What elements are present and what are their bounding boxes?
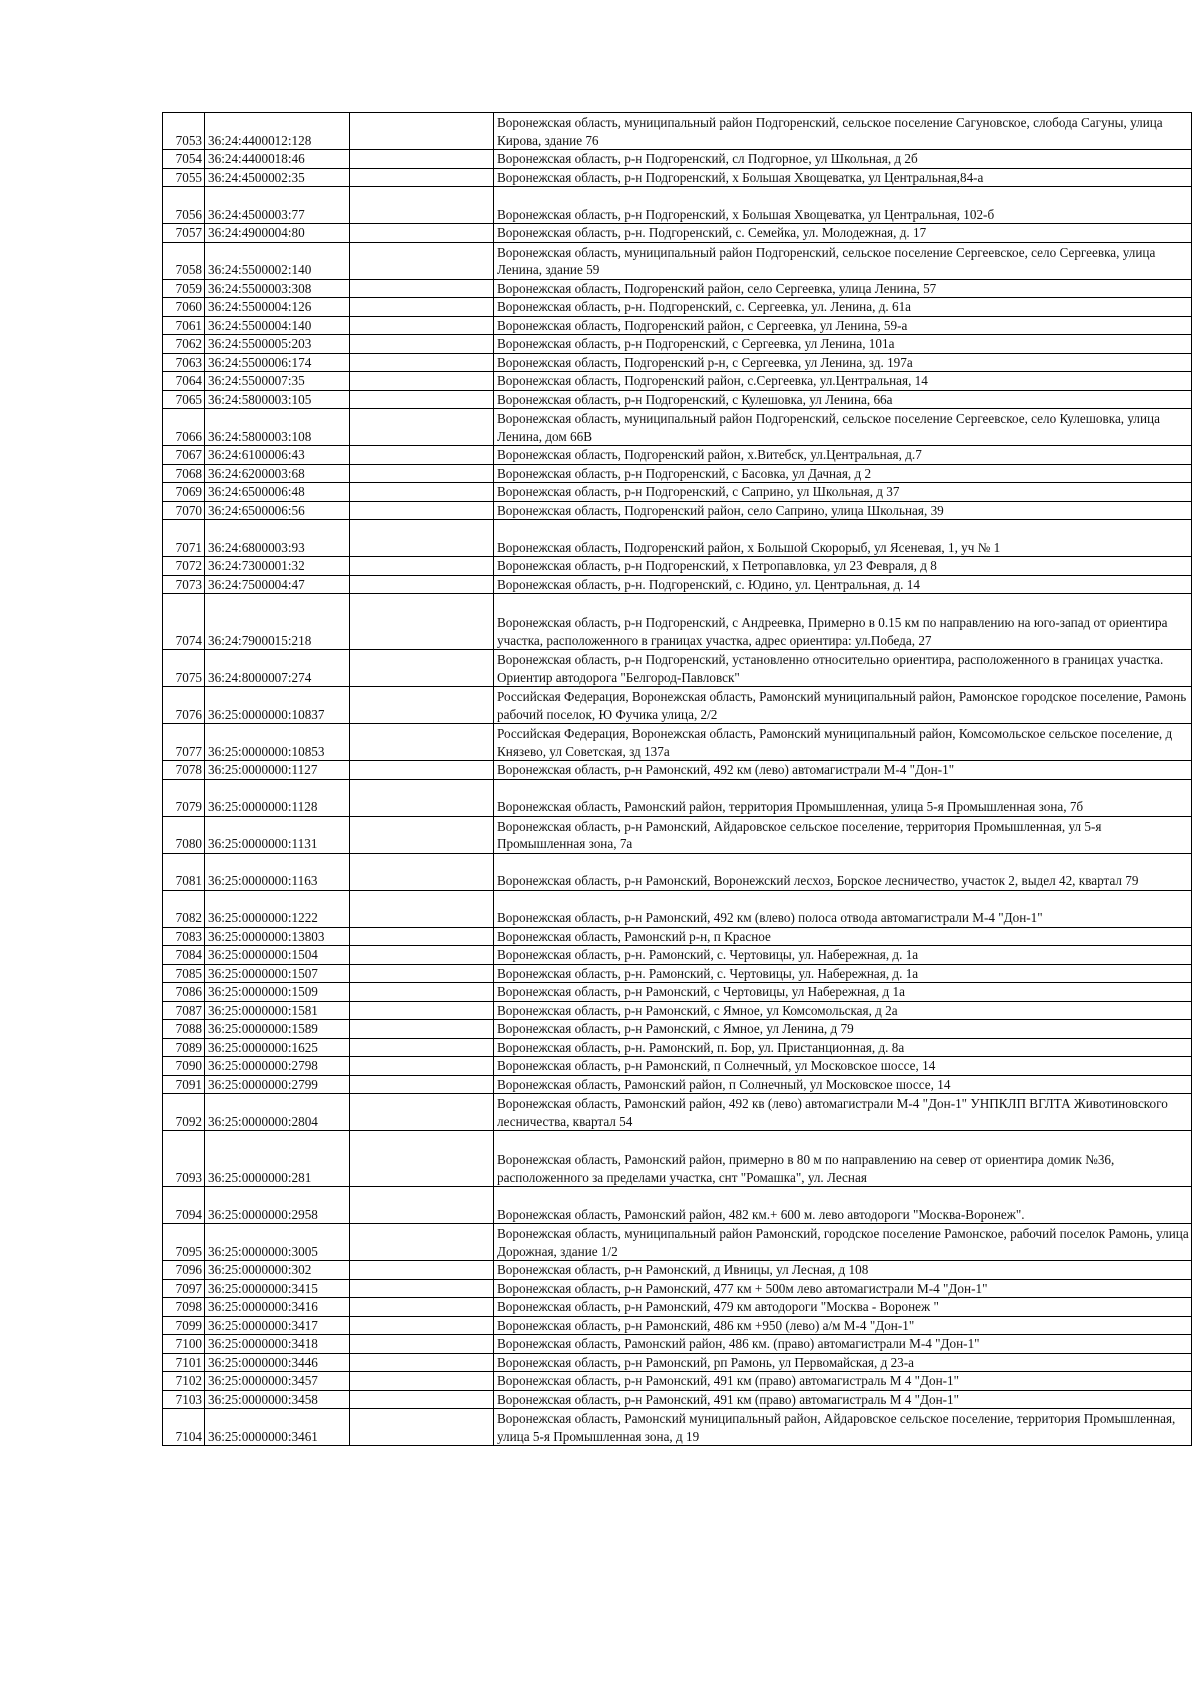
cadastral-number-cell: 36:24:7300001:32	[205, 557, 350, 576]
address-cell: Воронежская область, Рамонский район, 492 кв (лево) автомагистрали М-4 "Дон-1" УНПКЛП ВГЛТА Животиновского лесничества, квартал 54	[494, 1094, 1192, 1131]
table-row	[163, 1001, 1192, 1020]
empty-cell	[350, 409, 494, 446]
empty-cell	[350, 335, 494, 354]
cadastral-number-cell: 36:24:6100006:43	[205, 446, 350, 465]
cadastral-number-cell: 36:24:5800003:108	[205, 409, 350, 446]
empty-cell	[350, 242, 494, 279]
row-number-cell: 7066	[163, 409, 205, 446]
table-row	[163, 724, 1192, 761]
address-cell: Воронежская область, Рамонский район, территория Промышленная, улица 5-я Промышленная зона, 7б	[494, 779, 1192, 816]
cadastral-number-cell: 36:24:6500006:56	[205, 501, 350, 520]
cadastral-number-cell: 36:25:0000000:1589	[205, 1020, 350, 1039]
address-cell: Воронежская область, Рамонский район, п Солнечный, ул Московское шоссе, 14	[494, 1075, 1192, 1094]
empty-cell	[350, 298, 494, 317]
row-number-cell: 7072	[163, 557, 205, 576]
empty-cell	[350, 113, 494, 150]
table-row	[163, 1279, 1192, 1298]
cadastral-number-cell: 36:25:0000000:1163	[205, 853, 350, 890]
cadastral-number-cell: 36:25:0000000:3461	[205, 1409, 350, 1446]
address-cell: Российская Федерация, Воронежская область, Рамонский муниципальный район, Комсомольское сельское поселение, д Князево, ул Советская, зд 137а	[494, 724, 1192, 761]
row-number-cell: 7091	[163, 1075, 205, 1094]
row-number-cell: 7085	[163, 964, 205, 983]
address-cell: Воронежская область, Рамонский р-н, п Красное	[494, 927, 1192, 946]
address-cell: Воронежская область, муниципальный район Подгоренский, сельское поселение Сергеевское, село Сергеевка, улица Ленина, здание 59	[494, 242, 1192, 279]
row-number-cell: 7084	[163, 946, 205, 965]
empty-cell	[350, 224, 494, 243]
empty-cell	[350, 946, 494, 965]
row-number-cell: 7056	[163, 187, 205, 224]
row-number-cell: 7054	[163, 150, 205, 169]
table-row	[163, 168, 1192, 187]
cadastral-number-cell: 36:24:4500002:35	[205, 168, 350, 187]
cadastral-number-cell: 36:25:0000000:10837	[205, 687, 350, 724]
address-cell: Воронежская область, р-н. Подгоренский, с. Семейка, ул. Молодежная, д. 17	[494, 224, 1192, 243]
address-cell: Воронежская область, р-н. Рамонский, п. Бор, ул. Пристанционная, д. 8а	[494, 1038, 1192, 1057]
row-number-cell: 7096	[163, 1261, 205, 1280]
row-number-cell: 7060	[163, 298, 205, 317]
table-row	[163, 650, 1192, 687]
table-row	[163, 853, 1192, 890]
table-row	[163, 372, 1192, 391]
address-cell: Воронежская область, Подгоренский район, х.Витебск, ул.Центральная, д.7	[494, 446, 1192, 465]
row-number-cell: 7104	[163, 1409, 205, 1446]
address-cell: Российская Федерация, Воронежская область, Рамонский муниципальный район, Рамонское городское поселение, Рамонь рабочий поселок, Ю Фучика улица, 2/2	[494, 687, 1192, 724]
row-number-cell: 7097	[163, 1279, 205, 1298]
table-row	[163, 816, 1192, 853]
empty-cell	[350, 390, 494, 409]
address-cell: Воронежская область, р-н Рамонский, с Ямное, ул Ленина, д 79	[494, 1020, 1192, 1039]
table-row	[163, 1390, 1192, 1409]
address-cell: Воронежская область, муниципальный район Подгоренский, сельское поселение Сергеевское, село Кулешовка, улица Ленина, дом 66В	[494, 409, 1192, 446]
address-cell: Воронежская область, муниципальный район Рамонский, городское поселение Рамонское, рабочий поселок Рамонь, улица Дорожная, здание 1/2	[494, 1224, 1192, 1261]
cadastral-number-cell: 36:24:5500002:140	[205, 242, 350, 279]
address-cell: Воронежская область, р-н Рамонский, 477 км + 500м лево автомагистрали М-4 "Дон-1"	[494, 1279, 1192, 1298]
table-row	[163, 335, 1192, 354]
table-row	[163, 1261, 1192, 1280]
row-number-cell: 7055	[163, 168, 205, 187]
cadastral-number-cell: 36:25:0000000:1507	[205, 964, 350, 983]
row-number-cell: 7090	[163, 1057, 205, 1076]
empty-cell	[350, 1001, 494, 1020]
cadastral-number-cell: 36:25:0000000:302	[205, 1261, 350, 1280]
cadastral-number-cell: 36:25:0000000:1625	[205, 1038, 350, 1057]
address-cell: Воронежская область, р-н Рамонский, с Ямное, ул Комсомольская, д 2а	[494, 1001, 1192, 1020]
address-cell: Воронежская область, р-н Рамонский, 492 км (влево) полоса отвода автомагистрали М-4 "Дон-1"	[494, 890, 1192, 927]
row-number-cell: 7067	[163, 446, 205, 465]
cadastral-number-cell: 36:24:4900004:80	[205, 224, 350, 243]
empty-cell	[350, 890, 494, 927]
table-row	[163, 279, 1192, 298]
table-row	[163, 687, 1192, 724]
row-number-cell: 7094	[163, 1187, 205, 1224]
row-number-cell: 7080	[163, 816, 205, 853]
empty-cell	[350, 1279, 494, 1298]
address-cell: Воронежская область, Подгоренский район, с Сергеевка, ул Ленина, 59-а	[494, 316, 1192, 335]
cadastral-number-cell: 36:24:5500003:308	[205, 279, 350, 298]
empty-cell	[350, 520, 494, 557]
address-cell: Воронежская область, р-н Рамонский, п Солнечный, ул Московское шоссе, 14	[494, 1057, 1192, 1076]
address-cell: Воронежская область, р-н Подгоренский, с Саприно, ул Школьная, д 37	[494, 483, 1192, 502]
cadastral-number-cell: 36:25:0000000:3446	[205, 1353, 350, 1372]
row-number-cell: 7068	[163, 464, 205, 483]
empty-cell	[350, 779, 494, 816]
empty-cell	[350, 1094, 494, 1131]
cadastral-number-cell: 36:25:0000000:1127	[205, 761, 350, 780]
address-cell: Воронежская область, р-н Рамонский, 486 км +950 (лево) а/м М-4 "Дон-1"	[494, 1316, 1192, 1335]
row-number-cell: 7071	[163, 520, 205, 557]
address-cell: Воронежская область, р-н Подгоренский, сл Подгорное, ул Школьная, д 2б	[494, 150, 1192, 169]
cadastral-number-cell: 36:25:0000000:1504	[205, 946, 350, 965]
table-row	[163, 409, 1192, 446]
cadastral-table	[162, 112, 1192, 1446]
address-cell: Воронежская область, р-н Подгоренский, х Большая Хвощеватка, ул Центральная,84-а	[494, 168, 1192, 187]
empty-cell	[350, 1390, 494, 1409]
row-number-cell: 7069	[163, 483, 205, 502]
table-row	[163, 1094, 1192, 1131]
row-number-cell: 7100	[163, 1335, 205, 1354]
cadastral-number-cell: 36:24:7500004:47	[205, 575, 350, 594]
table-row	[163, 150, 1192, 169]
cadastral-number-cell: 36:24:4400018:46	[205, 150, 350, 169]
address-cell: Воронежская область, р-н Подгоренский, с Кулешовка, ул Ленина, 66а	[494, 390, 1192, 409]
address-cell: Воронежская область, Подгоренский р-н, с Сергеевка, ул Ленина, зд. 197а	[494, 353, 1192, 372]
cadastral-number-cell: 36:25:0000000:3005	[205, 1224, 350, 1261]
row-number-cell: 7087	[163, 1001, 205, 1020]
table-row	[163, 353, 1192, 372]
cadastral-number-cell: 36:25:0000000:1222	[205, 890, 350, 927]
cadastral-number-cell: 36:25:0000000:3457	[205, 1372, 350, 1391]
row-number-cell: 7081	[163, 853, 205, 890]
row-number-cell: 7093	[163, 1131, 205, 1187]
table-row	[163, 113, 1192, 150]
table-row	[163, 890, 1192, 927]
address-cell: Воронежская область, р-н Подгоренский, х Петропавловка, ул 23 Февраля, д 8	[494, 557, 1192, 576]
empty-cell	[350, 150, 494, 169]
row-number-cell: 7053	[163, 113, 205, 150]
cadastral-number-cell: 36:24:5500006:174	[205, 353, 350, 372]
empty-cell	[350, 316, 494, 335]
cadastral-number-cell: 36:25:0000000:3458	[205, 1390, 350, 1409]
cadastral-number-cell: 36:24:5500004:140	[205, 316, 350, 335]
empty-cell	[350, 187, 494, 224]
empty-cell	[350, 1020, 494, 1039]
cadastral-table-body	[163, 113, 1192, 1446]
row-number-cell: 7062	[163, 335, 205, 354]
address-cell: Воронежская область, Подгоренский район, х Большой Скорорыб, ул Ясеневая, 1, уч № 1	[494, 520, 1192, 557]
table-row	[163, 946, 1192, 965]
empty-cell	[350, 1372, 494, 1391]
address-cell: Воронежская область, Подгоренский район, село Саприно, улица Школьная, 39	[494, 501, 1192, 520]
row-number-cell: 7074	[163, 594, 205, 650]
table-row	[163, 1020, 1192, 1039]
row-number-cell: 7099	[163, 1316, 205, 1335]
row-number-cell: 7089	[163, 1038, 205, 1057]
table-row	[163, 1224, 1192, 1261]
table-row	[163, 390, 1192, 409]
table-row	[163, 446, 1192, 465]
row-number-cell: 7070	[163, 501, 205, 520]
table-row	[163, 501, 1192, 520]
cadastral-number-cell: 36:25:0000000:2798	[205, 1057, 350, 1076]
table-row	[163, 1353, 1192, 1372]
address-cell: Воронежская область, р-н. Рамонский, с. Чертовицы, ул. Набережная, д. 1а	[494, 964, 1192, 983]
table-row	[163, 575, 1192, 594]
row-number-cell: 7063	[163, 353, 205, 372]
empty-cell	[350, 964, 494, 983]
empty-cell	[350, 853, 494, 890]
row-number-cell: 7086	[163, 983, 205, 1002]
table-row	[163, 520, 1192, 557]
empty-cell	[350, 761, 494, 780]
empty-cell	[350, 687, 494, 724]
empty-cell	[350, 483, 494, 502]
cadastral-number-cell: 36:24:6500006:48	[205, 483, 350, 502]
table-row	[163, 464, 1192, 483]
address-cell: Воронежская область, Рамонский район, примерно в 80 м по направлению на север от ориентира домик №36, расположенного за пределами участка, снт "Ромашка", ул. Лесная	[494, 1131, 1192, 1187]
table-row	[163, 983, 1192, 1002]
empty-cell	[350, 1409, 494, 1446]
empty-cell	[350, 594, 494, 650]
empty-cell	[350, 168, 494, 187]
cadastral-number-cell: 36:25:0000000:2799	[205, 1075, 350, 1094]
row-number-cell: 7083	[163, 927, 205, 946]
empty-cell	[350, 650, 494, 687]
cadastral-number-cell: 36:24:5800003:105	[205, 390, 350, 409]
cadastral-number-cell: 36:24:5500005:203	[205, 335, 350, 354]
address-cell: Воронежская область, р-н Рамонский, с Чертовицы, ул Набережная, д 1а	[494, 983, 1192, 1002]
empty-cell	[350, 724, 494, 761]
cadastral-number-cell: 36:25:0000000:2958	[205, 1187, 350, 1224]
cadastral-number-cell: 36:24:5500004:126	[205, 298, 350, 317]
empty-cell	[350, 446, 494, 465]
cadastral-number-cell: 36:25:0000000:3415	[205, 1279, 350, 1298]
empty-cell	[350, 372, 494, 391]
address-cell: Воронежская область, р-н Подгоренский, установленно относительно ориентира, расположенного в границах участка. Ориентир автодорога "Белгород-Павловск"	[494, 650, 1192, 687]
table-row	[163, 242, 1192, 279]
address-cell: Воронежская область, р-н Рамонский, д Ивницы, ул Лесная, д 108	[494, 1261, 1192, 1280]
cadastral-number-cell: 36:25:0000000:3418	[205, 1335, 350, 1354]
empty-cell	[350, 279, 494, 298]
table-row	[163, 1335, 1192, 1354]
address-cell: Воронежская область, муниципальный район Подгоренский, сельское поселение Сагуновское, слобода Сагуны, улица Кирова, здание 76	[494, 113, 1192, 150]
cadastral-number-cell: 36:25:0000000:281	[205, 1131, 350, 1187]
row-number-cell: 7095	[163, 1224, 205, 1261]
address-cell: Воронежская область, р-н Подгоренский, х Большая Хвощеватка, ул Центральная, 102-б	[494, 187, 1192, 224]
address-cell: Воронежская область, р-н Рамонский, рп Рамонь, ул Первомайская, д 23-а	[494, 1353, 1192, 1372]
empty-cell	[350, 927, 494, 946]
table-row	[163, 1075, 1192, 1094]
empty-cell	[350, 557, 494, 576]
cadastral-number-cell: 36:25:0000000:3417	[205, 1316, 350, 1335]
table-row	[163, 1372, 1192, 1391]
cadastral-number-cell: 36:24:6200003:68	[205, 464, 350, 483]
cadastral-number-cell: 36:24:5500007:35	[205, 372, 350, 391]
empty-cell	[350, 983, 494, 1002]
table-row	[163, 187, 1192, 224]
cadastral-number-cell: 36:25:0000000:1131	[205, 816, 350, 853]
address-cell: Воронежская область, р-н Рамонский, Айдаровское сельское поселение, территория Промышленная, ул 5-я Промышленная зона, 7а	[494, 816, 1192, 853]
table-row	[163, 779, 1192, 816]
table-row	[163, 1409, 1192, 1446]
row-number-cell: 7103	[163, 1390, 205, 1409]
empty-cell	[350, 575, 494, 594]
address-cell: Воронежская область, р-н. Подгоренский, с. Юдино, ул. Центральная, д. 14	[494, 575, 1192, 594]
table-row	[163, 1038, 1192, 1057]
row-number-cell: 7079	[163, 779, 205, 816]
row-number-cell: 7057	[163, 224, 205, 243]
empty-cell	[350, 1261, 494, 1280]
row-number-cell: 7078	[163, 761, 205, 780]
cadastral-number-cell: 36:25:0000000:3416	[205, 1298, 350, 1317]
empty-cell	[350, 464, 494, 483]
row-number-cell: 7088	[163, 1020, 205, 1039]
table-row	[163, 594, 1192, 650]
row-number-cell: 7082	[163, 890, 205, 927]
address-cell: Воронежская область, Рамонский муниципальный район, Айдаровское сельское поселение, территория Промышленная, улица 5-я Промышленная зона, д 19	[494, 1409, 1192, 1446]
row-number-cell: 7064	[163, 372, 205, 391]
address-cell: Воронежская область, р-н Подгоренский, с Сергеевка, ул Ленина, 101а	[494, 335, 1192, 354]
row-number-cell: 7092	[163, 1094, 205, 1131]
table-row	[163, 298, 1192, 317]
row-number-cell: 7098	[163, 1298, 205, 1317]
table-row	[163, 1316, 1192, 1335]
address-cell: Воронежская область, р-н. Подгоренский, с. Сергеевка, ул. Ленина, д. 61а	[494, 298, 1192, 317]
table-row	[163, 483, 1192, 502]
cadastral-number-cell: 36:25:0000000:10853	[205, 724, 350, 761]
cadastral-number-cell: 36:25:0000000:1509	[205, 983, 350, 1002]
cadastral-number-cell: 36:25:0000000:2804	[205, 1094, 350, 1131]
cadastral-number-cell: 36:25:0000000:1128	[205, 779, 350, 816]
empty-cell	[350, 1038, 494, 1057]
address-cell: Воронежская область, р-н Подгоренский, с Андреевка, Примерно в 0.15 км по направлению на юго-запад от ориентира участка, расположенного в границах участка, адрес ориентира: ул.Победа, 27	[494, 594, 1192, 650]
address-cell: Воронежская область, р-н Рамонский, 491 км (право) автомагистраль М 4 "Дон-1"	[494, 1372, 1192, 1391]
row-number-cell: 7058	[163, 242, 205, 279]
table-row	[163, 1131, 1192, 1187]
empty-cell	[350, 1353, 494, 1372]
row-number-cell: 7061	[163, 316, 205, 335]
row-number-cell: 7065	[163, 390, 205, 409]
address-cell: Воронежская область, Рамонский район, 482 км.+ 600 м. лево автодороги "Москва-Воронеж".	[494, 1187, 1192, 1224]
cadastral-number-cell: 36:24:8000007:274	[205, 650, 350, 687]
empty-cell	[350, 353, 494, 372]
row-number-cell: 7076	[163, 687, 205, 724]
address-cell: Воронежская область, Рамонский район, 486 км. (право) автомагистрали М-4 "Дон-1"	[494, 1335, 1192, 1354]
row-number-cell: 7101	[163, 1353, 205, 1372]
address-cell: Воронежская область, р-н Рамонский, 491 км (право) автомагистраль М 4 "Дон-1"	[494, 1390, 1192, 1409]
address-cell: Воронежская область, Подгоренский район, село Сергеевка, улица Ленина, 57	[494, 279, 1192, 298]
address-cell: Воронежская область, р-н. Рамонский, с. Чертовицы, ул. Набережная, д. 1а	[494, 946, 1192, 965]
empty-cell	[350, 1316, 494, 1335]
row-number-cell: 7075	[163, 650, 205, 687]
address-cell: Воронежская область, р-н Рамонский, 479 км автодороги "Москва - Воронеж "	[494, 1298, 1192, 1317]
table-row	[163, 1298, 1192, 1317]
cadastral-number-cell: 36:24:7900015:218	[205, 594, 350, 650]
table-row	[163, 316, 1192, 335]
table-row	[163, 761, 1192, 780]
table-row	[163, 964, 1192, 983]
empty-cell	[350, 501, 494, 520]
row-number-cell: 7059	[163, 279, 205, 298]
empty-cell	[350, 1335, 494, 1354]
address-cell: Воронежская область, р-н Рамонский, 492 км (лево) автомагистрали М-4 "Дон-1"	[494, 761, 1192, 780]
cadastral-number-cell: 36:24:4400012:128	[205, 113, 350, 150]
row-number-cell: 7073	[163, 575, 205, 594]
row-number-cell: 7102	[163, 1372, 205, 1391]
cadastral-number-cell: 36:25:0000000:13803	[205, 927, 350, 946]
cadastral-number-cell: 36:24:4500003:77	[205, 187, 350, 224]
empty-cell	[350, 1131, 494, 1187]
cadastral-number-cell: 36:25:0000000:1581	[205, 1001, 350, 1020]
address-cell: Воронежская область, р-н Подгоренский, с Басовка, ул Дачная, д 2	[494, 464, 1192, 483]
table-row	[163, 557, 1192, 576]
cadastral-number-cell: 36:24:6800003:93	[205, 520, 350, 557]
row-number-cell: 7077	[163, 724, 205, 761]
table-row	[163, 1057, 1192, 1076]
empty-cell	[350, 1057, 494, 1076]
empty-cell	[350, 1224, 494, 1261]
address-cell: Воронежская область, р-н Рамонский, Воронежский лесхоз, Борское лесничество, участок 2, выдел 42, квартал 79	[494, 853, 1192, 890]
address-cell: Воронежская область, Подгоренский район, с.Сергеевка, ул.Центральная, 14	[494, 372, 1192, 391]
empty-cell	[350, 1298, 494, 1317]
table-row	[163, 927, 1192, 946]
empty-cell	[350, 816, 494, 853]
empty-cell	[350, 1075, 494, 1094]
empty-cell	[350, 1187, 494, 1224]
table-row	[163, 1187, 1192, 1224]
table-row	[163, 224, 1192, 243]
